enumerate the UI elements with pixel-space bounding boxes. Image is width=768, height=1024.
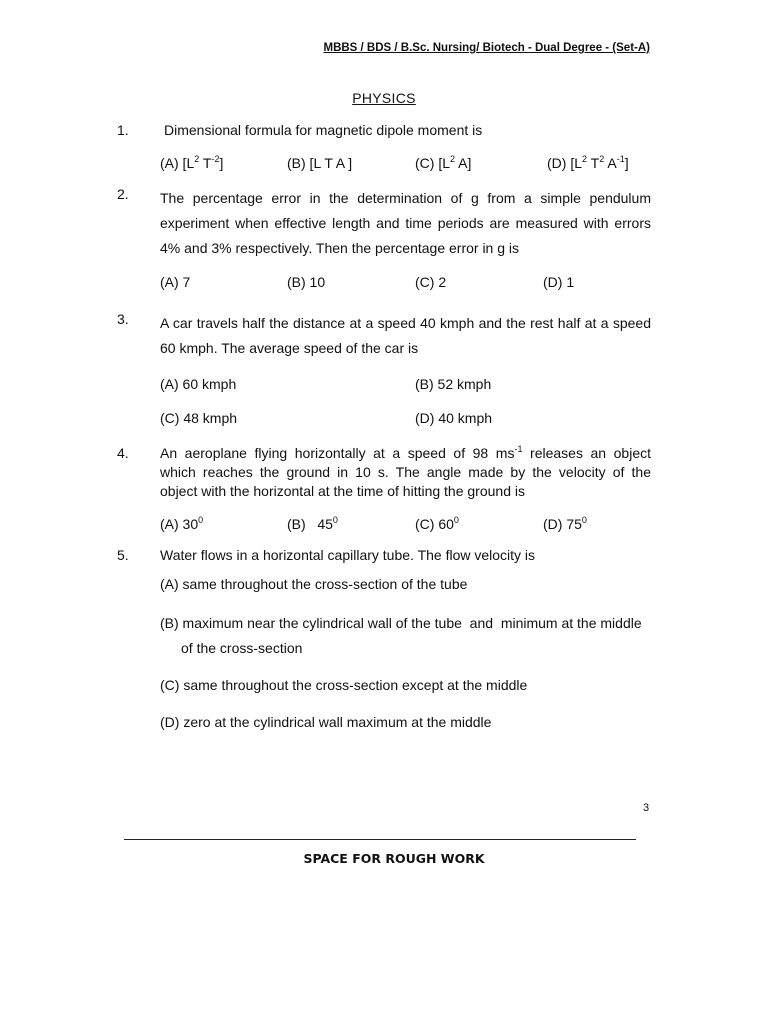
option-d: (D) 1: [543, 274, 575, 290]
rough-work-label: SPACE FOR ROUGH WORK: [303, 851, 485, 866]
option-b: (B) [L T A ]: [287, 155, 353, 171]
option-a: (A) 60 kmph: [160, 376, 237, 392]
page-number: 3: [643, 802, 650, 814]
option-c: (C) $60^0$: [415, 515, 459, 532]
question-number: 4.: [117, 445, 129, 461]
question-text: The percentage error in the determination of g from a simple pendulum experiment when effective length and time periods are measured with errors 4% and 3% respectively. Then the percentage error in g is: [160, 190, 651, 256]
option-a: (A) [$L^2$ $T^{-2}$]: [160, 154, 224, 171]
question-number: 1.: [117, 122, 129, 138]
question-text: Dimensional formula for magnetic dipole moment is: [164, 122, 483, 138]
option-b: (B) maximum near the cylindrical wall of the tube and minimum at the middle: [160, 615, 642, 631]
question-number: 2.: [117, 186, 129, 202]
section-title: PHYSICS: [352, 90, 416, 106]
option-a: (A) 7: [160, 274, 191, 290]
option-d: (D) $75^0$: [543, 515, 587, 532]
question-number: 3.: [117, 311, 129, 327]
option-c: (C) [$L^2$ A]: [415, 154, 472, 171]
option-b: (B) 52 kmph: [415, 376, 492, 392]
question-text: A car travels half the distance at a speed 40 kmph and the rest half at a speed 60 kmph. The average speed of the car is: [160, 315, 651, 356]
option-c: (C) 48 kmph: [160, 410, 238, 426]
option-c: (C) same throughout the cross-section except at the middle: [160, 677, 528, 693]
option-b: (B) 10: [287, 274, 326, 290]
option-b: (B) $45^0$: [287, 515, 338, 532]
question-text: An aeroplane flying horizontally at a speed of 98 $ms^{-1}$ releases an object which reaches the ground in 10 s. The angle made by the velocity of the object with the horizontal at the time of hitting the ground is: [160, 444, 651, 499]
option-c: (C) 2: [415, 274, 447, 290]
option-d: (D) 40 kmph: [415, 410, 493, 426]
option-d: (D) zero at the cylindrical wall maximum at the middle: [160, 714, 492, 730]
option-a: (A) $30^0$: [160, 515, 204, 532]
option-a: (A) same throughout the cross-section of the tube: [160, 576, 468, 592]
rough-work-divider: [124, 839, 636, 840]
question-number: 5.: [117, 547, 129, 563]
question-text: Water flows in a horizontal capillary tube. The flow velocity is: [160, 547, 536, 563]
exam-header: MBBS / BDS / B.Sc. Nursing/ Biotech - Dual Degree - (Set-A): [323, 42, 650, 54]
option-d: (D) [$L^2$ $T^2$ $A^{-1}$]: [547, 154, 629, 171]
option-b-continuation: of the cross-section: [181, 640, 303, 656]
